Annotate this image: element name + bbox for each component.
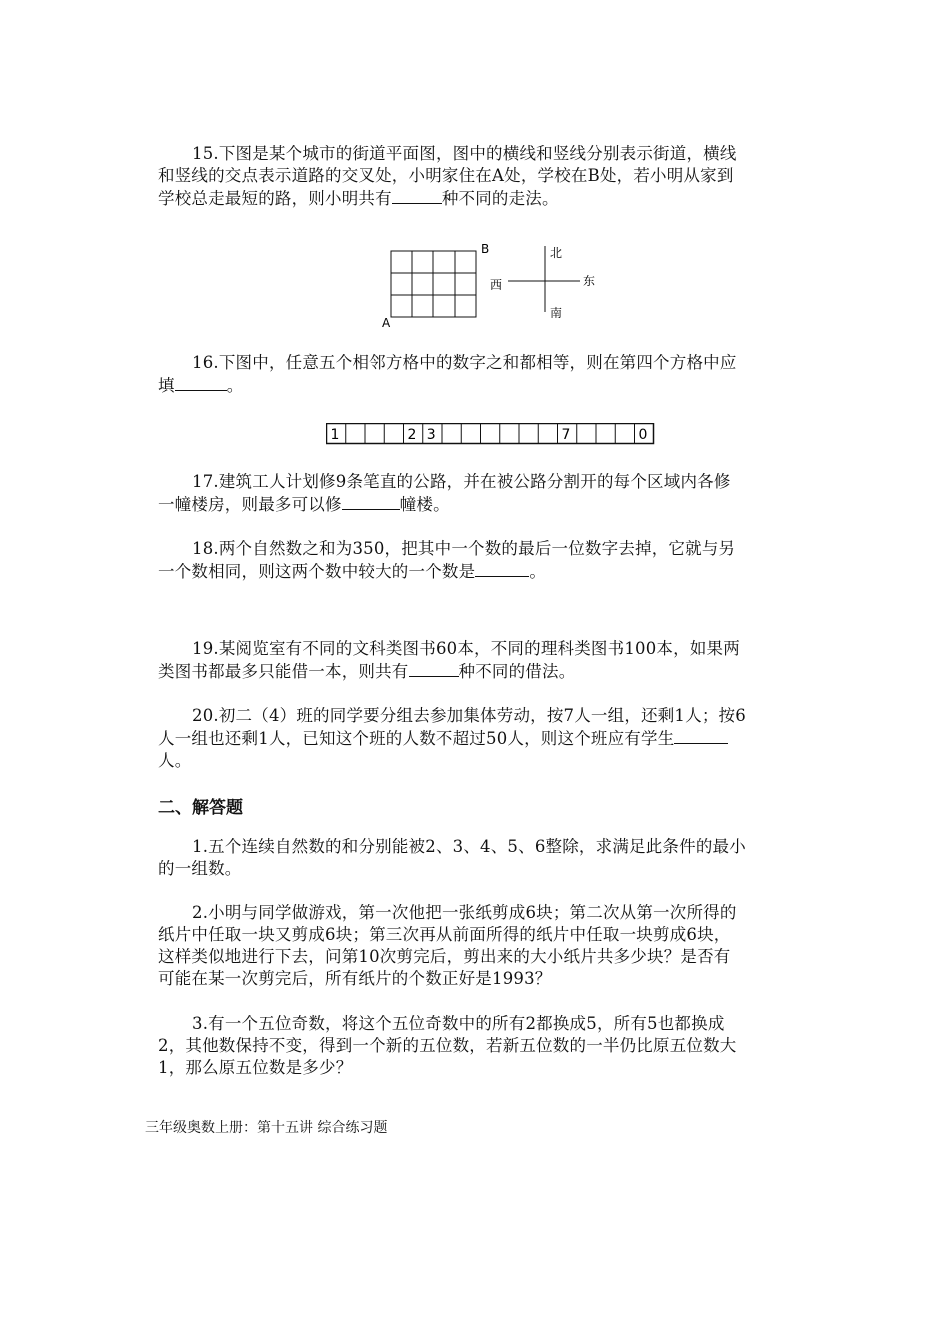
a2-line2: 纸片中任取一块又剪成6块；第三次再从前面所得的纸片中任取一块剪成6块， — [158, 925, 731, 944]
section-heading: 二、解答题 — [158, 798, 243, 818]
a2-line3: 这样类似地进行下去，问第10次剪完后，剪出来的大小纸片共多少块？是否有 — [158, 947, 731, 966]
q18-line2 — [158, 560, 820, 583]
q16-line1: 16.下图中，任意五个相邻方格中的数字之和都相等，则在第四个方格中应 — [192, 353, 737, 372]
q19-line2-text: 类图书都最多只能借一本，则共有 — [158, 662, 409, 681]
strip-cell-value: 2 — [407, 427, 417, 443]
street-grid — [391, 251, 476, 317]
q15-line3-text: 学校总走最短的路，则小明共有 — [158, 189, 392, 208]
compass — [508, 246, 580, 312]
page-footer: 三年级奥数上册：第十五讲 综合练习题 — [145, 1120, 388, 1136]
number-strip-border — [327, 424, 654, 444]
q16-line2-tail: 。 — [226, 376, 244, 395]
street-grid-figure — [375, 236, 615, 336]
q15-answer-blank — [392, 187, 442, 204]
south-label: 南 — [550, 306, 563, 320]
q19-answer-blank — [409, 660, 459, 677]
q16-line2 — [158, 374, 820, 397]
answer-question-3 — [158, 1013, 820, 1079]
a2-line1: 2.小明与同学做游戏，第一次他把一张纸剪成6块；第二次从第一次所得的 — [192, 903, 737, 922]
a2-line4: 可能在某一次剪完后，所有纸片的个数正好是1993？ — [158, 969, 552, 988]
question-18 — [158, 538, 820, 583]
q18-line2-tail: 。 — [529, 562, 547, 581]
a3-line1: 3.有一个五位奇数，将这个五位奇数中的所有2都换成5，所有5也都换成 — [192, 1014, 725, 1033]
q15-line3-tail: 种不同的走法。 — [441, 189, 559, 208]
q19-line2 — [158, 660, 820, 683]
q18-line1: 18.两个自然数之和为350，把其中一个数的最后一位数字去掉，它就与另 — [192, 539, 736, 558]
a3-line2: 2，其他数保持不变，得到一个新的五位数，若新五位数的一半仍比原五位数大 — [158, 1036, 737, 1055]
strip-cell-value: 1 — [330, 427, 340, 443]
q17-line2-tail: 幢楼。 — [399, 495, 450, 514]
west-label: 西 — [490, 278, 503, 292]
q17-line2 — [158, 493, 820, 516]
strip-cell-value: 7 — [561, 427, 571, 443]
q16-line2-text: 填 — [158, 376, 175, 395]
question-20 — [158, 705, 820, 772]
a3-line3: 1，那么原五位数是多少？ — [158, 1058, 353, 1077]
question-19 — [158, 638, 820, 683]
q18-answer-blank — [475, 560, 529, 577]
q19-line1: 19.某阅览室有不同的文科类图书60本，不同的理科类图书100本，如果两 — [192, 639, 740, 658]
q15-line3 — [158, 187, 820, 210]
answer-question-2 — [158, 902, 820, 990]
q19-line2-tail: 种不同的借法。 — [458, 662, 576, 681]
q16-answer-blank — [175, 374, 227, 391]
q15-line2: 和竖线的交点表示道路的交叉处，小明家住在A处，学校在B处，若小明从家到 — [158, 166, 734, 185]
q20-line2-text: 人一组也还剩1人，已知这个班的人数不超过50人，则这个班应有学生 — [158, 729, 675, 748]
q17-line2-text: 一幢楼房，则最多可以修 — [158, 495, 342, 514]
q17-answer-blank — [342, 493, 400, 510]
q15-line1: 15.下图是某个城市的街道平面图，图中的横线和竖线分别表示街道，横线 — [192, 144, 737, 163]
q18-line2-text: 一个数相同，则这两个数中较大的一个数是 — [158, 562, 476, 581]
q17-line1: 17.建筑工人计划修9条笔直的公路，并在被公路分割开的每个区域内各修 — [192, 472, 731, 491]
strip-cell-value: 3 — [426, 427, 436, 443]
q20-line3: 人。 — [158, 751, 192, 770]
q20-line1: 20.初二（4）班的同学要分组去参加集体劳动，按7人一组，还剩1人；按6 — [192, 706, 746, 725]
point-b-label: B — [481, 242, 490, 256]
question-17 — [158, 471, 820, 516]
q20-line2 — [158, 727, 820, 750]
strip-cell-value: 0 — [638, 427, 648, 443]
question-15 — [158, 143, 820, 210]
point-a-label: A — [382, 316, 391, 330]
east-label: 东 — [583, 274, 596, 288]
answer-question-1 — [158, 836, 820, 880]
question-16 — [158, 352, 820, 397]
north-label: 北 — [550, 246, 563, 260]
number-strip — [326, 423, 656, 445]
q20-answer-blank — [674, 727, 728, 744]
a1-line1: 1.五个连续自然数的和分别能被2、3、4、5、6整除，求满足此条件的最小 — [192, 837, 746, 856]
a1-line2: 的一组数。 — [158, 859, 242, 878]
